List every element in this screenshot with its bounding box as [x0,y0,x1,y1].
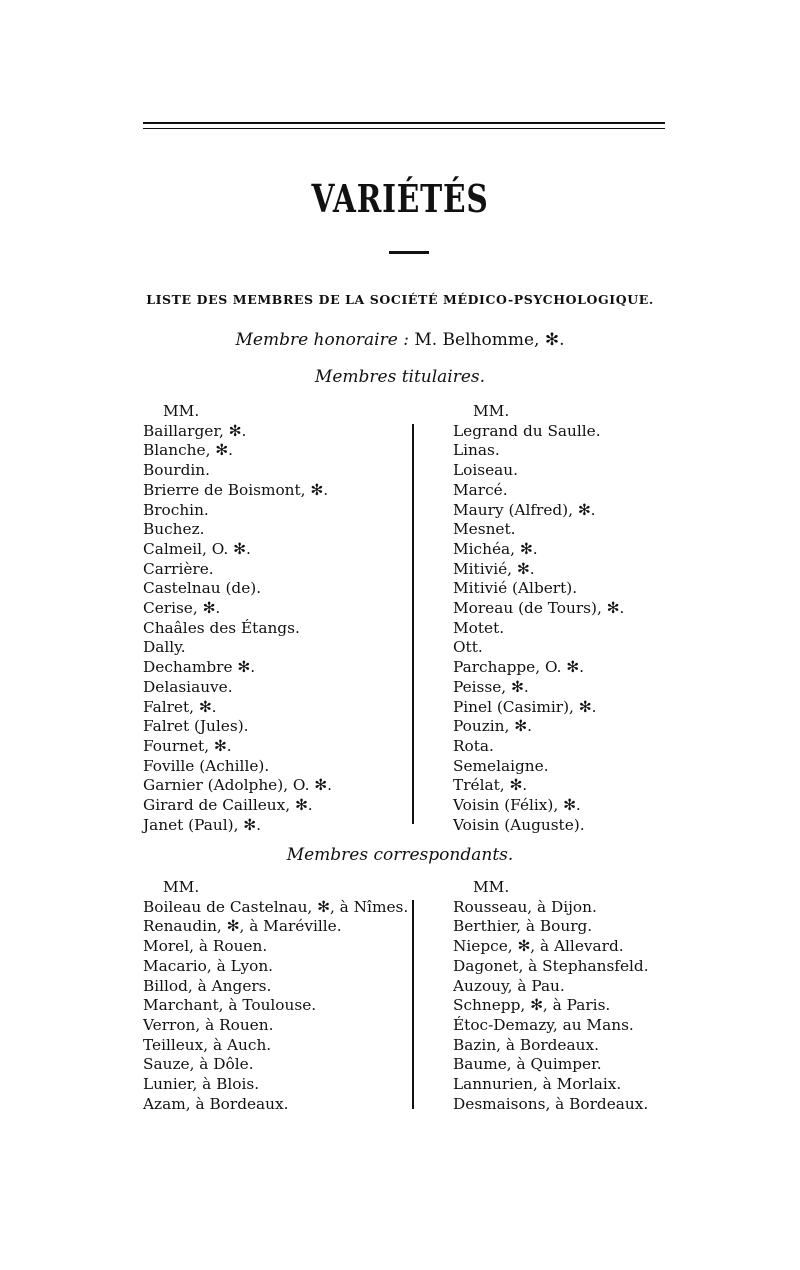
correspondants-heading: Membres correspondants. [286,845,514,865]
titulaires-heading: Membres titulaires. [314,367,486,387]
column-header: MM. [163,402,200,420]
list-item: Niepce, ✻, à Allevard. [453,937,624,956]
list-item: Falret, ✻. [143,697,217,716]
title-divider [389,251,429,254]
list-item: Marcé. [453,480,508,499]
correspondants-left-column [143,878,408,1114]
list-item: Michéa, ✻. [453,539,538,558]
list-item: Brierre de Boismont, ✻. [143,480,329,499]
list-item: Garnier (Adolphe), O. ✻. [143,776,332,795]
list-item: Legrand du Saulle. [453,421,601,440]
list-item: Trélat, ✻. [453,776,528,795]
column-header: MM. [163,878,200,896]
list-item: Motet. [453,618,505,637]
honorary-label: Membre honoraire : [235,330,409,350]
list-item: Verron, à Rouen. [143,1015,274,1034]
list-item: Chaâles des Étangs. [143,618,300,637]
list-item: Janet (Paul), ✻. [143,815,261,834]
top-rule-thin [143,128,665,129]
list-item: Baume, à Quimper. [453,1055,602,1074]
list-item: Lannurien, à Morlaix. [453,1075,622,1094]
list-item: Mitivié (Albert). [453,579,578,598]
list-item: Pinel (Casimir), ✻. [453,697,597,716]
correspondants-right-column [453,878,668,1114]
list-item: Pouzin, ✻. [453,717,532,736]
list-item: Linas. [453,441,500,460]
list-item: Foville (Achille). [143,756,270,775]
column-divider [412,424,414,824]
list-item: Dally. [143,638,186,657]
list-item: Parchappe, O. ✻. [453,658,584,677]
list-item: Buchez. [143,520,205,539]
list-item: Falret (Jules). [143,717,249,736]
list-item: Renaudin, ✻, à Maréville. [143,917,342,936]
list-item: Maury (Alfred), ✻. [453,500,596,519]
list-item: Calmeil, O. ✻. [143,539,251,558]
list-item: Macario, à Lyon. [143,956,274,975]
list-item: Lunier, à Blois. [143,1075,260,1094]
list-item: Castelnau (de). [143,579,262,598]
list-item: Voisin (Félix), ✻. [453,796,581,815]
list-item: Cerise, ✻. [143,599,221,618]
list-item: Loiseau. [453,461,518,480]
column-header: MM. [473,402,510,420]
titulaires-left-column [143,402,408,835]
list-item: Brochin. [143,500,209,519]
list-item: Billod, à Angers. [143,976,272,995]
page-title: VARIÉTÉS [311,176,489,221]
list-item: Moreau (de Tours), ✻. [453,599,625,618]
list-item: Boileau de Castelnau, ✻, à Nîmes. [143,897,409,916]
list-item: Baillarger, ✻. [143,421,247,440]
list-item: Mitivié, ✻. [453,559,535,578]
list-item: Blanche, ✻. [143,441,233,460]
list-item: Desmaisons, à Bordeaux. [453,1094,649,1113]
list-item: Peisse, ✻. [453,677,529,696]
list-item: Dechambre ✻. [143,658,256,677]
honorary-member-line [0,330,800,350]
list-item: Ott. [453,638,483,657]
list-item: Girard de Cailleux, ✻. [143,796,313,815]
list-item: Mesnet. [453,520,516,539]
list-item: Voisin (Auguste). [453,815,585,834]
list-item: Teilleux, à Auch. [143,1035,272,1054]
list-item: Schnepp, ✻, à Paris. [453,996,611,1015]
list-item: Sauze, à Dôle. [143,1055,254,1074]
list-item: Fournet, ✻. [143,736,232,755]
list-item: Bazin, à Bordeaux. [453,1035,599,1054]
column-header: MM. [473,878,510,896]
honorary-name: M. Belhomme, ✻. [408,330,565,350]
list-item: Rousseau, à Dijon. [453,897,597,916]
list-item: Dagonet, à Stephansfeld. [453,956,649,975]
list-item: Azam, à Bordeaux. [143,1094,289,1113]
list-heading: LISTE DES MEMBRES DE LA SOCIÉTÉ MÉDICO-PSYCHOLOGIQUE. [146,292,654,307]
list-item: Morel, à Rouen. [143,937,268,956]
column-divider [412,900,414,1109]
list-item: Berthier, à Bourg. [453,917,593,936]
list-item: Auzouy, à Pau. [453,976,565,995]
list-item: Étoc-Demazy, au Mans. [453,1015,634,1034]
titulaires-right-column [453,402,663,835]
list-item: Rota. [453,736,494,755]
top-rule-thick [143,122,665,124]
list-item: Semelaigne. [453,756,549,775]
list-item: Carrière. [143,559,214,578]
list-item: Delasiauve. [143,677,233,696]
list-item: Bourdin. [143,461,211,480]
list-item: Marchant, à Toulouse. [143,996,317,1015]
